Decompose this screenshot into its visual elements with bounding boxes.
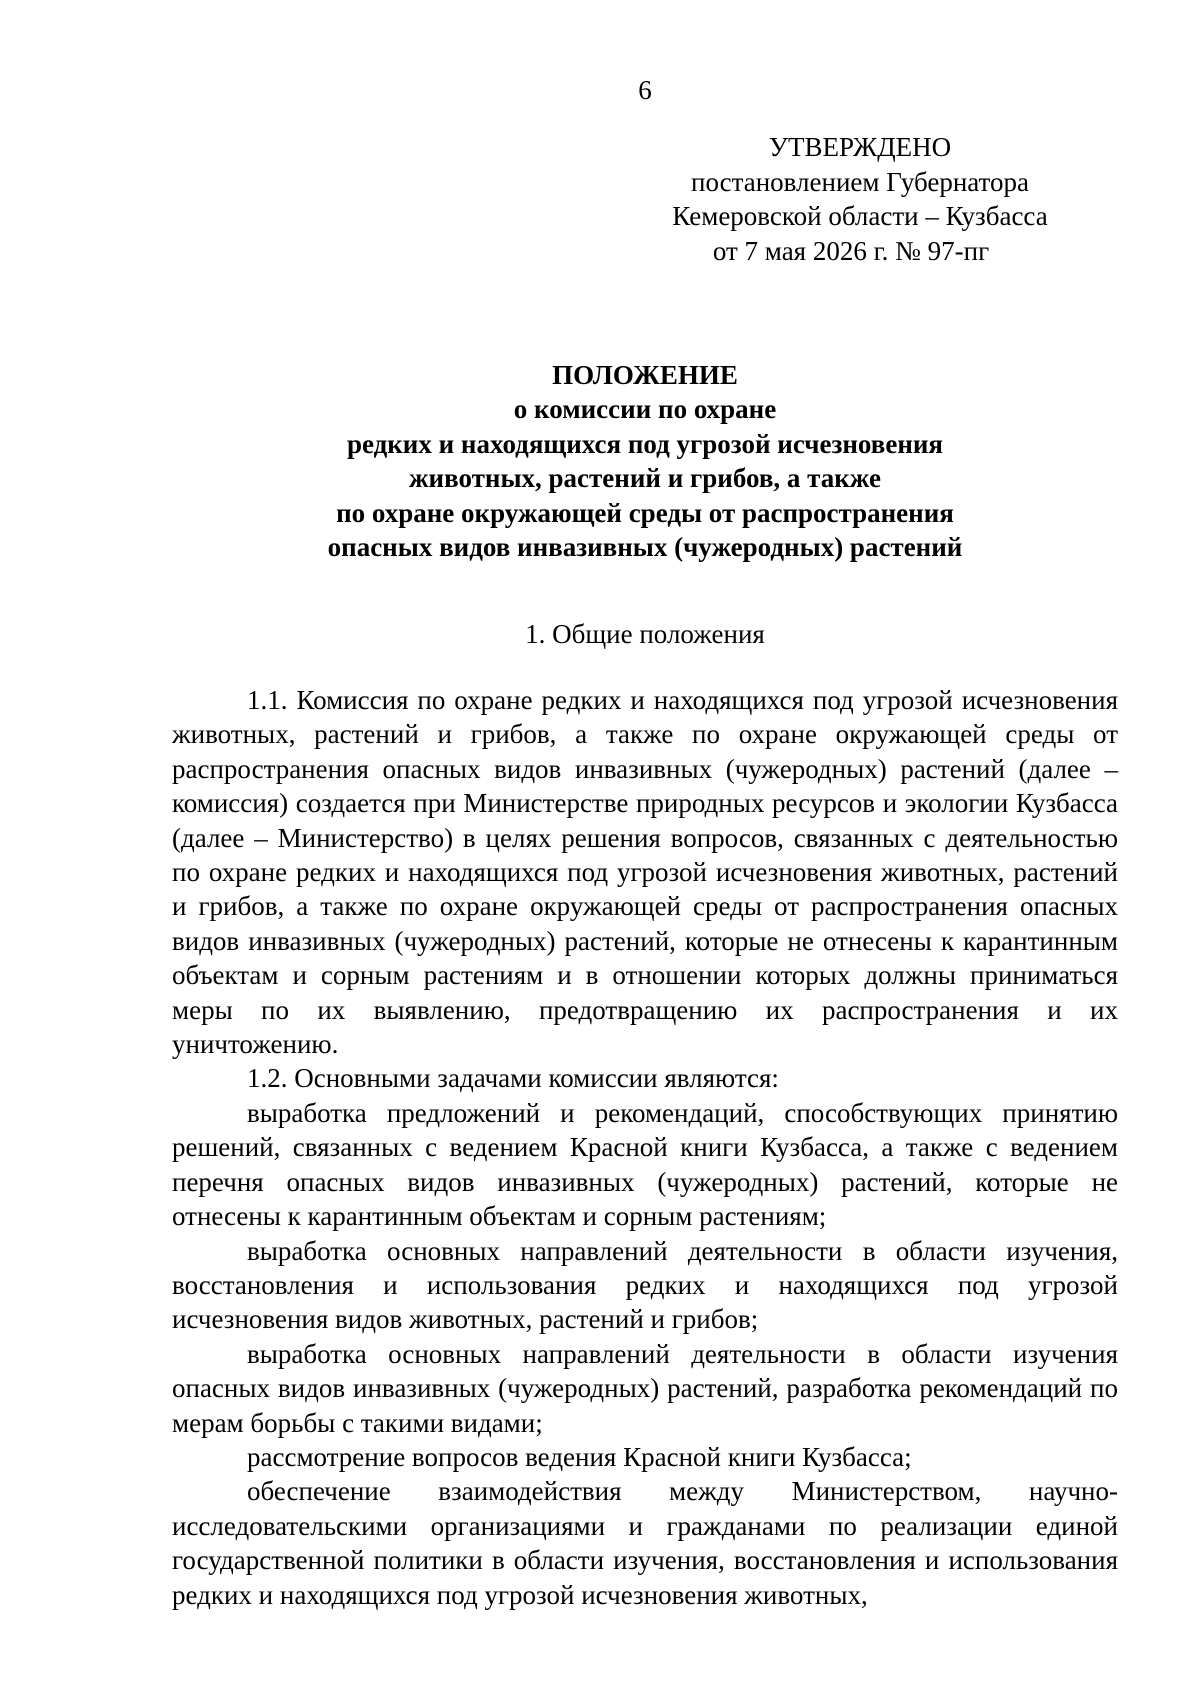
- title-line: ПОЛОЖЕНИЕ: [552, 360, 738, 390]
- paragraph-1-2: 1.2. Основными задачами комиссии являются:: [247, 1063, 779, 1094]
- body-text: [172, 683, 1118, 1612]
- document-title: [172, 358, 1118, 564]
- approval-date-number: от 7 мая 2026 г. № 97-пг: [712, 235, 990, 266]
- task-item: выработка основных направлений деятельности в области изучения опасных видов инвазивных (чужеродных) растений, разработка рекомендаций по мерам борьбы с такими видами;: [172, 1338, 1118, 1438]
- task-item: выработка предложений и рекомендаций, способствующих принятию решений, связанных с ведением Красной книги Кузбасса, а также с ведением перечня опасных видов инвазивных (чужеродных) растений, которые не отнесены к карантинным объектам и сорным растениям;: [172, 1097, 1118, 1232]
- approval-heading: УТВЕРЖДЕНО: [768, 132, 952, 162]
- page-number: 6: [638, 75, 652, 105]
- title-line: опасных видов инвазивных (чужеродных) растений: [327, 532, 963, 563]
- task-item: рассмотрение вопросов ведения Красной книги Кузбасса;: [247, 1441, 912, 1472]
- title-line: редких и находящихся под угрозой исчезновения: [346, 428, 944, 459]
- approval-stamp-block: [640, 130, 1080, 268]
- task-item: обеспечение взаимодействия между Министерством, научно-исследовательскими организациями и гражданами по реализации единой государственной политики в области изучения, восстановления и использования редких и находящихся под угрозой исчезновения животных,: [172, 1476, 1118, 1610]
- title-line: о комиссии по охране: [513, 394, 777, 425]
- title-line: по охране окружающей среды от распространения: [336, 497, 954, 528]
- approval-region: Кемеровской области – Кузбасса: [672, 201, 1048, 231]
- task-item: выработка основных направлений деятельности в области изучения, восстановления и использования редких и находящихся под угрозой исчезновения видов животных, растений и грибов;: [172, 1235, 1118, 1335]
- approval-act-type: постановлением Губернатора: [691, 166, 1029, 197]
- section-heading: 1. Общие положения: [525, 619, 765, 649]
- title-line: животных, растений и грибов, а также: [408, 463, 882, 494]
- paragraph-1-1: 1.1. Комиссия по охране редких и находящихся под угрозой исчезновения животных, растений и грибов, а также по охране окружающей среды от распространения опасных видов инвазивных (чужеродных) растений (далее – комиссия) создается при Министерстве природных ресурсов и экологии Кузбасса (далее – Министерство) в целях решения вопросов, связанных с деятельностью по охране редких и находящихся под угрозой исчезновения животных, растений и грибов, а также по охране окружающей среды от распространения опасных видов инвазивных (чужеродных) растений, которые не отнесены к карантинным объектам и сорным растениям и в отношении которых должны приниматься меры по их выявлению, предотвращению их распространения и их уничтожению.: [172, 685, 1118, 1060]
